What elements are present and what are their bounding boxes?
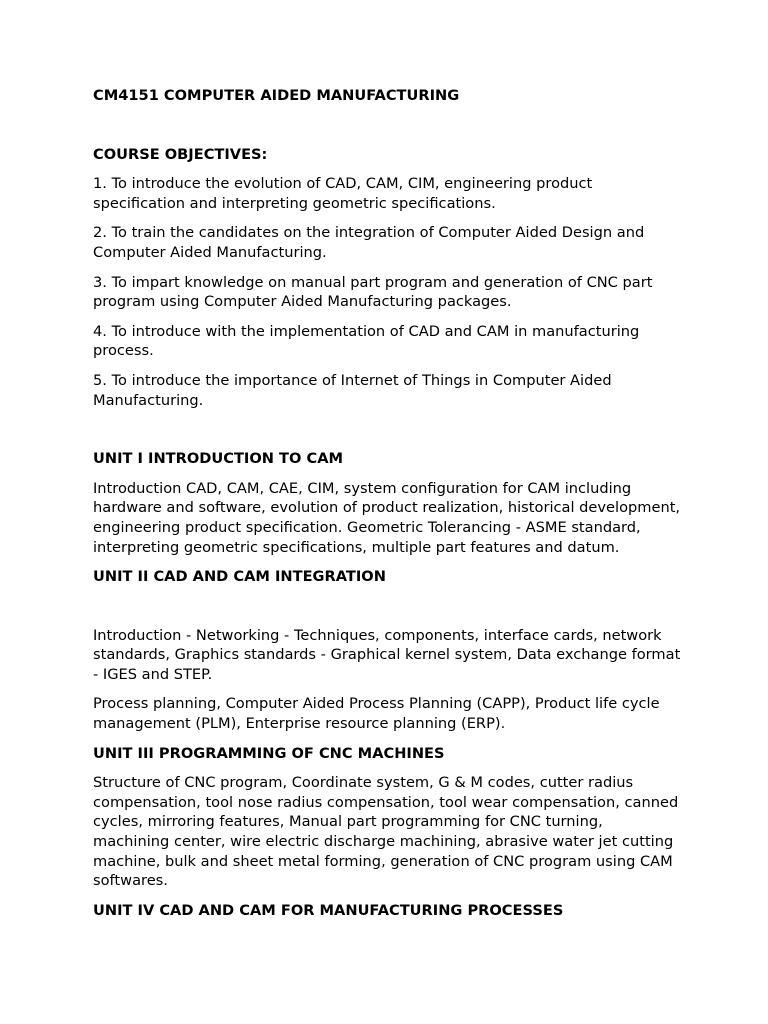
objective-3: 3. To impart knowledge on manual part program and generation of CNC part program using Computer Aided Manufacturing packages.	[93, 273, 653, 311]
unit-2-heading: UNIT II CAD AND CAM INTEGRATION	[93, 568, 386, 586]
objectives-heading: COURSE OBJECTIVES:	[93, 145, 268, 163]
unit-2-paragraph-1: Introduction - Networking - Techniques, components, interface cards, network standards, Graphics standards - Graphical kernel system, Data exchange format - IGES and STEP.	[93, 626, 681, 683]
objective-2: 2. To train the candidates on the integration of Computer Aided Design and Computer Aided Manufacturing.	[93, 224, 645, 261]
unit-1-heading: UNIT I INTRODUCTION TO CAM	[93, 450, 344, 468]
objective-1: 1. To introduce the evolution of CAD, CAM, CIM, engineering product specification and interpreting geometric specifications.	[93, 175, 593, 212]
unit-4-heading: UNIT IV CAD AND CAM FOR MANUFACTURING PROCESSES	[93, 901, 564, 919]
unit-3-paragraph: Structure of CNC program, Coordinate system, G & M codes, cutter radius compensation, tool nose radius compensation, tool wear compensation, canned cycles, mirroring features, Manual part programming for CNC turning, machining center, wire electric discharge machining, abrasive water jet cutting machine, bulk and sheet metal forming, generation of CNC program using CAM softwares.	[93, 774, 679, 890]
unit-2-paragraph-2: Process planning, Computer Aided Process Planning (CAPP), Product life cycle management (PLM), Enterprise resource planning (ERP).	[93, 695, 660, 733]
document-page	[93, 86, 683, 930]
unit-1-paragraph: Introduction CAD, CAM, CAE, CIM, system configuration for CAM including hardware and software, evolution of product realization, historical development, engineering product specification. Geometric Tolerancing - ASME standard, interpreting geometric specifications, multiple part features and datum.	[93, 479, 681, 556]
unit-3-heading: UNIT III PROGRAMMING OF CNC MACHINES	[93, 744, 445, 762]
objective-5: 5. To introduce the importance of Internet of Things in Computer Aided Manufacturing.	[93, 371, 612, 409]
document-title: CM4151 COMPUTER AIDED MANUFACTURING	[93, 87, 460, 104]
objective-4: 4. To introduce with the implementation of CAD and CAM in manufacturing process.	[93, 322, 640, 360]
